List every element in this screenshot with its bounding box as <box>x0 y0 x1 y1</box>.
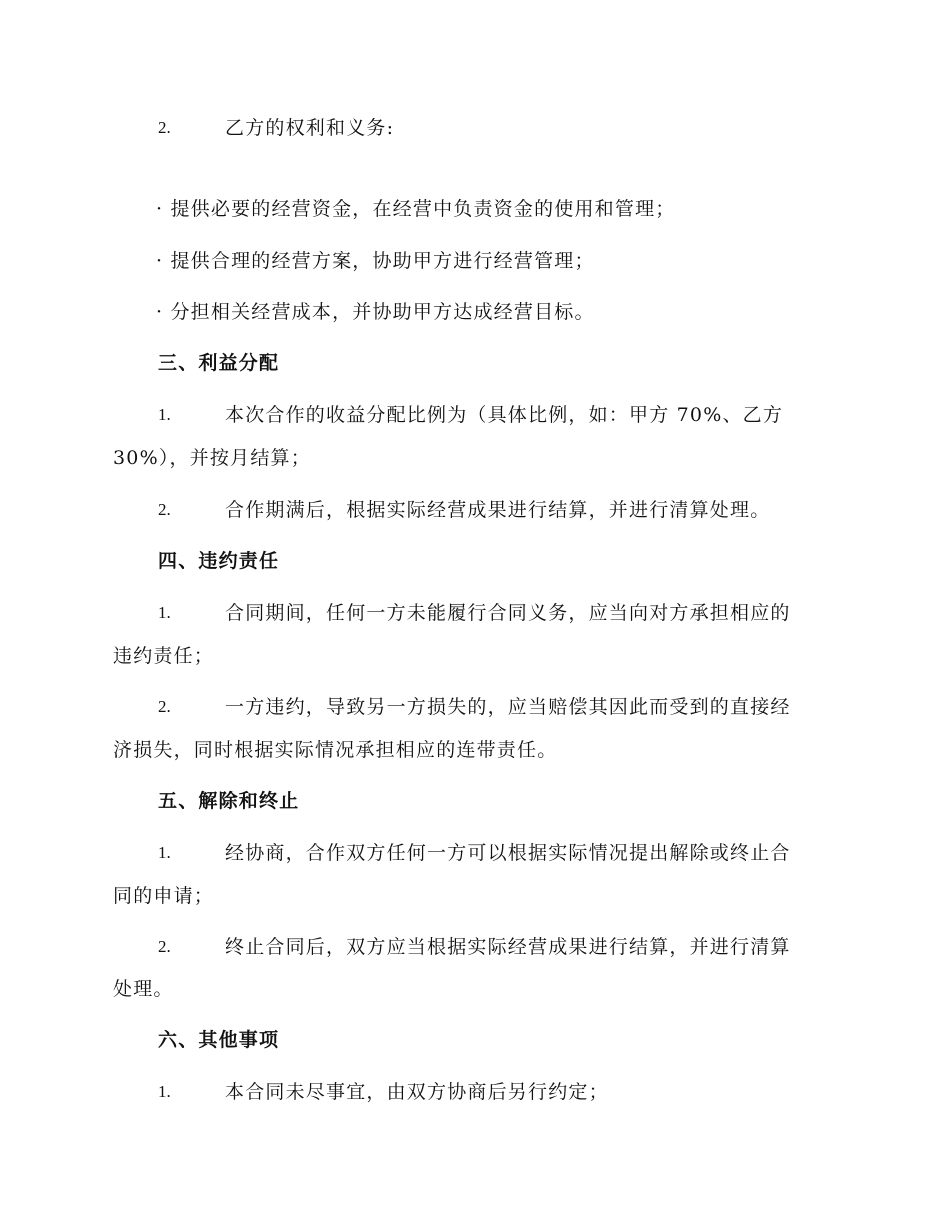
item-text-continuation: 济损失，同时根据实际情况承担相应的连带责任。 <box>113 739 558 761</box>
section-heading: 六、其他事项 <box>158 1029 280 1051</box>
bullet-item: · 提供必要的经营资金，在经营中负责资金的使用和管理； <box>156 198 676 220</box>
item-number: 1. <box>158 603 171 622</box>
item-text: 一方违约，导致另一方损失的，应当赔偿其因此而受到的直接经 <box>225 696 791 718</box>
bullet-item: · 提供合理的经营方案，协助甲方进行经营管理； <box>156 250 595 272</box>
item-text-continuation: 同的申请； <box>113 885 215 907</box>
item-text: 本合同未尽事宜，由双方协商后另行约定； <box>225 1081 609 1103</box>
item-number: 1. <box>158 405 171 424</box>
item-number: 1. <box>158 1082 171 1101</box>
item-text: 乙方的权利和义务: <box>225 117 395 139</box>
item-text: 经协商，合作双方任何一方可以根据实际情况提出解除或终止合 <box>225 842 791 864</box>
item-text-continuation: 30%），并按月结算； <box>113 447 311 469</box>
item-number: 2. <box>158 118 171 137</box>
section-heading: 三、利益分配 <box>158 352 280 374</box>
item-text: 本次合作的收益分配比例为（具体比例，如：甲方 70%、乙方 <box>225 404 784 426</box>
item-number: 2. <box>158 697 171 716</box>
item-text-continuation: 违约责任； <box>113 645 215 667</box>
item-text: 合作期满后，根据实际经营成果进行结算，并进行清算处理。 <box>225 499 771 521</box>
item-number: 2. <box>158 500 171 519</box>
section-heading: 四、违约责任 <box>158 550 280 572</box>
item-number: 1. <box>158 843 171 862</box>
item-text-continuation: 处理。 <box>113 978 174 1000</box>
bullet-item: · 分担相关经营成本，并协助甲方达成经营目标。 <box>156 301 595 323</box>
item-text: 终止合同后，双方应当根据实际经营成果进行结算，并进行清算 <box>225 936 791 958</box>
section-heading: 五、解除和终止 <box>158 790 300 812</box>
item-text: 合同期间，任何一方未能履行合同义务，应当向对方承担相应的 <box>225 602 791 624</box>
item-number: 2. <box>158 937 171 956</box>
